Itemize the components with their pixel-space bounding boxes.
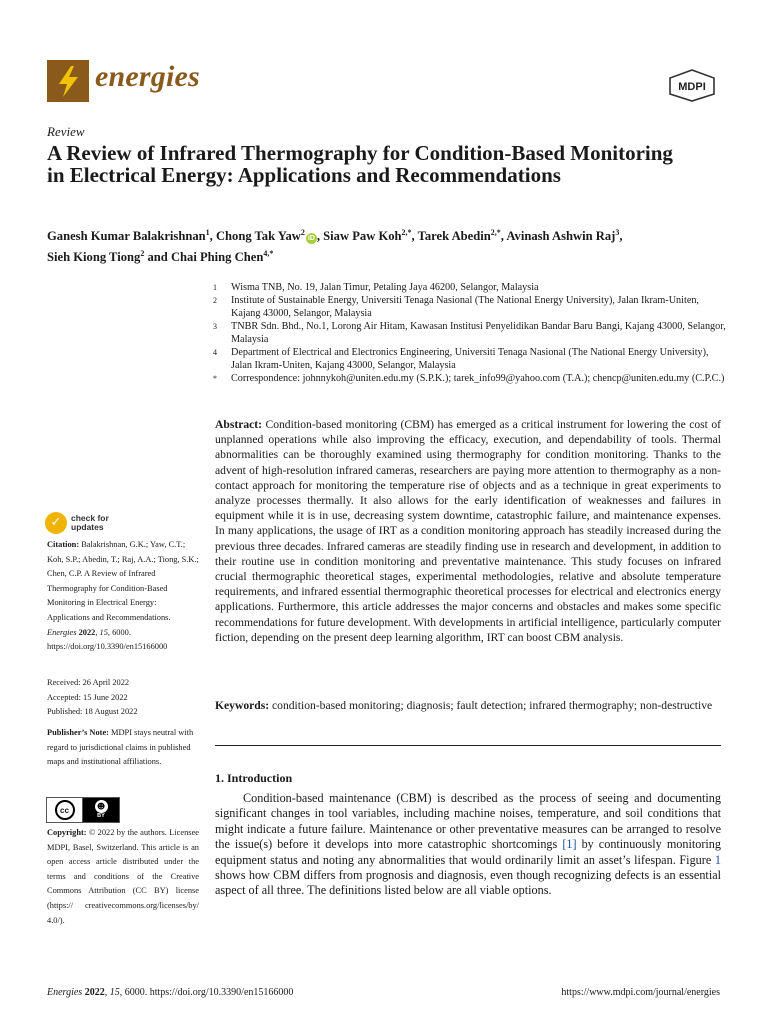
check-updates-icon: ✓ — [45, 512, 67, 534]
affiliation-text: TNBR Sdn. Bhd., No.1, Lorong Air Hitam, Kawasan Institusi Penyelidikan Bandar Baru Bangi, Kajang 43000, Selangor, Malaysia — [231, 321, 726, 345]
article-type: Review — [47, 124, 85, 139]
author-name[interactable]: Avinash Ashwin Raj — [506, 229, 616, 244]
footer-journal-url[interactable]: https://www.mdpi.com/journal/energies — [561, 987, 720, 998]
publisher-note-text: MDPI stays neutral with regard to jurisdictional claims in published maps and institutional affiliations. — [47, 728, 194, 767]
affiliation-number: 4 — [213, 348, 217, 357]
author-affiliation-marker: 4,* — [263, 249, 274, 259]
citation-text: Balakrishnan, G.K.; Yaw, C.T.; Koh, S.P.; Abedin, T.; Raj, A.A.; Tiong, S.K.; Chen, C.P. A Review of Infrared Thermography for Condition-Based Monitoring in Electrical Energy: Applications and Recommendations. — [47, 540, 199, 622]
citation-block: Citation: Balakrishnan, G.K.; Yaw, C.T.; Koh, S.P.; Abedin, T.; Raj, A.A.; Tiong, S.K.; Chen, C.P. A Review of Infrared Thermography for Condition-Based Monitoring in Electrical Energy: Applications and Recommendations. Energies 2022, 15, 6000. https://doi.org/10.3390/en15166000 — [47, 540, 199, 652]
copyright-text: © 2022 by the authors. Licensee MDPI, Basel, Switzerland. This article is an open access article distributed under the terms and conditions of the Creative Commons Attribution (CC BY) license (https:// creativecommons.org/licenses/by/ 4.0/). — [47, 828, 199, 925]
affiliation-item — [213, 346, 728, 372]
intro-text-2: by continuously monitoring equipment status and noting any abnormalities that would ordinarily limit an asset’s lifespan. Figure — [215, 837, 721, 867]
copyright-block — [47, 826, 199, 928]
intro-text-3: shows how CBM differs from prognosis and diagnosis, even though recognizing defects is an essential aspect of all three. The definitions listed below are all viable options. — [215, 868, 721, 898]
abstract-text: Condition-based monitoring (CBM) has emerged as a critical instrument for lowering the cost of unplanned operations while also improving the efficacy, execution, and dependability of tools. Thermal abnormalities can be thoroughly examined using thermography for condition monitoring. Thanks to the advent of high-resolution infrared cameras, researchers are paying more attention to thermography as a non-contact approach for monitoring the temperature rise of objects and as a technique in great experiments to analyze processes thermally. It also allows for the early identification of weaknesses and failures in equipment while it is in use, decreasing system downtime, catastrophic failure, and maintenance expenses. In many applications, the usage of IRT as a condition monitoring approach has steadily increased during the previous three decades. Infrared cameras are steadily finding use in research and development, in addition to their routine use in condition monitoring and preventative maintenance. This study focuses on infrared crucial thermographic theoretical stages, experimental methodologies, relative and absolute temperature requirements, and infrared essential thermographic theoretical processes for electrical and electronics energy applications. Furthermore, this article addresses the major concerns and obstacles and makes some specific recommendations for future development. With developments in artificial intelligence, particularly computer fiction, depending on the present deep learning algorithm, IRT can boost CBM analysis. — [215, 418, 721, 644]
figure-link[interactable]: 1 — [714, 852, 721, 867]
attribution-person-icon: ☻ — [95, 800, 108, 813]
by-label: BY — [97, 813, 105, 819]
abstract-label: Abstract: — [215, 418, 263, 431]
affiliation-text: Wisma TNB, No. 19, Jalan Timur, Petaling Jaya 46200, Selangor, Malaysia — [231, 282, 539, 293]
keywords — [215, 698, 721, 713]
footer-journal: Energies — [47, 987, 83, 998]
creative-commons-icon: cc — [55, 800, 75, 820]
citation-label: Citation: — [47, 540, 80, 549]
check-updates-line2: updates — [71, 522, 104, 532]
mdpi-logo[interactable] — [666, 68, 718, 102]
footer-doi[interactable]: , 6000. https://doi.org/10.3390/en15166000 — [119, 987, 294, 998]
author-name[interactable]: Ganesh Kumar Balakrishnan — [47, 229, 206, 244]
publisher-note — [47, 726, 199, 770]
keywords-label: Keywords: — [215, 699, 270, 712]
author-affiliation-marker: 1 — [205, 228, 210, 237]
author-list: Ganesh Kumar Balakrishnan$^1$, Chong Tak Yaw$^2$iD , Siaw Paw Koh$^{2,*}$, Tarek Abedin$^{2,*}$, Avinash Ashwin Raj$^3$, Sieh Kiong Tiong$^2$ and Chai Phing Chen$^{4,*}$ — [47, 228, 623, 265]
received-date: Received: 26 April 2022 — [47, 678, 130, 687]
affiliation-item — [213, 320, 728, 346]
copyright-label: Copyright: — [47, 828, 87, 837]
article-title: A Review of Infrared Thermography for Condition-Based Monitoring in Electrical Energy: Applications and Recommendations — [47, 141, 673, 187]
affiliation-text: Department of Electrical and Electronics Engineering, Universiti Tenaga Nasional (The National Energy University), Jalan Ikram-Uniten, Kajang 43000, Selangor, Malaysia — [231, 347, 709, 371]
author-affiliation-marker: 2 — [140, 249, 145, 259]
published-date: Published: 18 August 2022 — [47, 707, 138, 717]
affiliation-number: 2 — [213, 296, 217, 305]
journal-logo — [47, 60, 89, 102]
affiliations — [213, 281, 728, 385]
reference-link[interactable]: [1] — [562, 837, 577, 852]
affiliation-number: 1 — [213, 283, 217, 292]
affiliation-text: Correspondence: johnnykoh@uniten.edu.my (S.P.K.); tarek_info99@yahoo.com (T.A.); chencp@uniten.edu.my (C.P.C.) — [231, 373, 725, 384]
footer-year: 2022 — [84, 987, 105, 998]
mdpi-logo-text: MDPI — [678, 81, 706, 93]
affiliation-number: * — [213, 374, 217, 383]
citation-journal: Energies — [47, 627, 77, 637]
check-updates-line1: check for — [71, 513, 109, 523]
lightning-bolt-icon — [47, 60, 89, 102]
section-heading-introduction: 1. Introduction — [215, 771, 293, 785]
accepted-date: Accepted: 15 June 2022 — [47, 692, 128, 702]
author-name[interactable]: Tarek Abedin — [417, 229, 491, 244]
abstract — [215, 417, 721, 645]
citation-volume: 15 — [99, 627, 108, 637]
footer-volume: 15 — [109, 987, 120, 998]
author-name[interactable]: Sieh Kiong Tiong — [47, 250, 141, 265]
keywords-text: condition-based monitoring; diagnosis; fault detection; infrared thermography; non-destructive — [272, 699, 713, 712]
section-divider — [215, 745, 721, 746]
footer-citation: Energies 2022, 15, 6000. https://doi.org/10.3390/en15166000 — [47, 987, 294, 998]
author-affiliation-marker: 2,* — [490, 228, 501, 237]
author-name[interactable]: Chong Tak Yaw — [215, 229, 301, 244]
publisher-note-label: Publisher’s Note: — [47, 728, 109, 737]
citation-year: 2022 — [78, 627, 96, 637]
orcid-icon[interactable]: iD — [307, 235, 315, 243]
citation-doi[interactable]: , 6000. https://doi.org/10.3390/en15166000 — [47, 627, 168, 652]
affiliation-number: 3 — [213, 322, 217, 331]
introduction-paragraph — [215, 791, 721, 899]
author-name[interactable]: Siaw Paw Koh — [323, 229, 402, 244]
check-for-updates-button[interactable] — [45, 512, 109, 534]
author-affiliation-marker: 3 — [615, 228, 620, 237]
author-affiliation-marker: 2 — [300, 228, 305, 237]
affiliation-item — [213, 294, 728, 320]
author-affiliation-marker: 2,* — [401, 228, 412, 237]
affiliation-text: Institute of Sustainable Energy, Universiti Tenaga Nasional (The National Energy University), Jalan Ikram-Uniten, Kajang 43000, Selangor, Malaysia — [231, 295, 699, 319]
affiliation-item — [213, 281, 728, 294]
cc-by-license-badge[interactable] — [46, 797, 120, 823]
affiliation-item — [213, 372, 728, 385]
journal-name: energies — [95, 60, 200, 93]
dates-block — [47, 676, 199, 720]
author-name[interactable]: Chai Phing Chen — [170, 250, 264, 265]
intro-text-1: Condition-based maintenance (CBM) is described as the process of seeing and documenting significant changes in tool variables, including machine noises, temperature, and soil conditions that might indicate a future failure. Maintenance or other preventative measures can be arranged to resolve the issue(s) before it develops into more catastrophic shortcomings — [215, 791, 721, 852]
